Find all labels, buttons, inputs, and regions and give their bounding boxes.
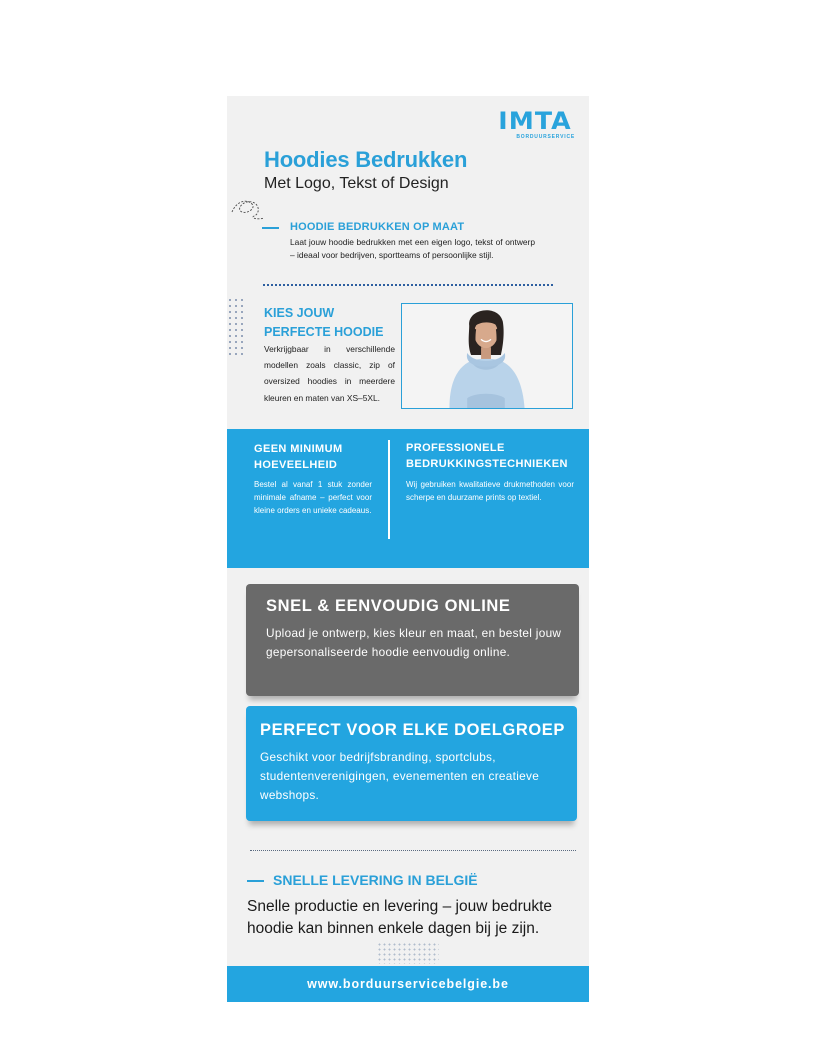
brand-logo [495,108,575,140]
features-band [227,429,589,568]
audience-heading: PERFECT VOOR ELKE DOELGROEP [260,721,565,739]
column-divider [388,440,390,539]
audience-text: Geschikt voor bedrijfsbranding, sportclubs, studentenverenigingen, evenementen en creatieve webshops. [260,750,540,802]
heading-dash [247,880,264,882]
website-link[interactable]: www.borduurservicebelgie.be [307,977,509,991]
dotted-divider [263,284,553,286]
flyer-sheet [227,96,589,1002]
footer-bar [227,966,589,1002]
page-subtitle: Met Logo, Tekst of Design [264,175,449,192]
custom-hoodie-text: Laat jouw hoodie bedrukken met een eigen logo, tekst of ontwerp – ideaal voor bedrijven, sportteams of persoonlijke stijl. [290,237,535,260]
no-minimum-heading-line1: GEEN MINIMUM [254,443,343,455]
custom-hoodie-heading: HOODIE BEDRUKKEN OP MAAT [290,221,465,233]
page-title: Hoodies Bedrukken [264,147,468,172]
online-ordering-heading: SNEL & EENVOUDIG ONLINE [266,597,511,615]
delivery-heading: SNELLE LEVERING IN BELGIË [273,872,478,888]
no-minimum-heading-line2: HOEVEELHEID [254,459,338,471]
scribble-decoration-icon [230,192,266,222]
online-ordering-card [246,584,579,696]
online-ordering-text: Upload je ontwerp, kies kleur en maat, en bestel jouw gepersonaliseerde hoodie eenvoudig online. [266,626,562,659]
choose-hoodie-text: Verkrijgbaar in verschillende modellen zoals classic, zip of oversized hoodies in meerdere kleuren en maten van XS–5XL. [264,344,395,403]
no-minimum-heading [254,441,343,473]
choose-heading-line2: PERFECTE HOODIE [264,325,384,339]
delivery-text: Snelle productie en levering – jouw bedrukte hoodie kan binnen enkele dagen bij je zijn. [247,898,553,937]
heading-dash [262,227,279,229]
logo-subtext: BORDUURSERVICE [516,134,575,140]
techniques-heading [406,440,568,472]
dot-grid-decoration [377,942,439,964]
choose-heading-line1: KIES JOUW [264,306,335,320]
techniques-heading-line1: PROFESSIONELE [406,442,505,454]
hoodie-model-photo [401,303,573,409]
dot-grid-decoration [227,297,245,359]
techniques-heading-line2: BEDRUKKINGSTECHNIEKEN [406,458,568,470]
woman-hoodie-illustration-icon [402,304,572,408]
logo-wordmark: IMTA [498,107,572,135]
dotted-divider [250,850,576,851]
no-minimum-text: Bestel al vanaf 1 stuk zonder minimale afname – perfect voor kleine orders en unieke cadeaus. [254,480,372,515]
audience-card [246,706,577,821]
choose-hoodie-heading [264,304,383,342]
techniques-text: Wij gebruiken kwalitatieve drukmethoden voor scherpe en duurzame prints op textiel. [406,480,574,502]
